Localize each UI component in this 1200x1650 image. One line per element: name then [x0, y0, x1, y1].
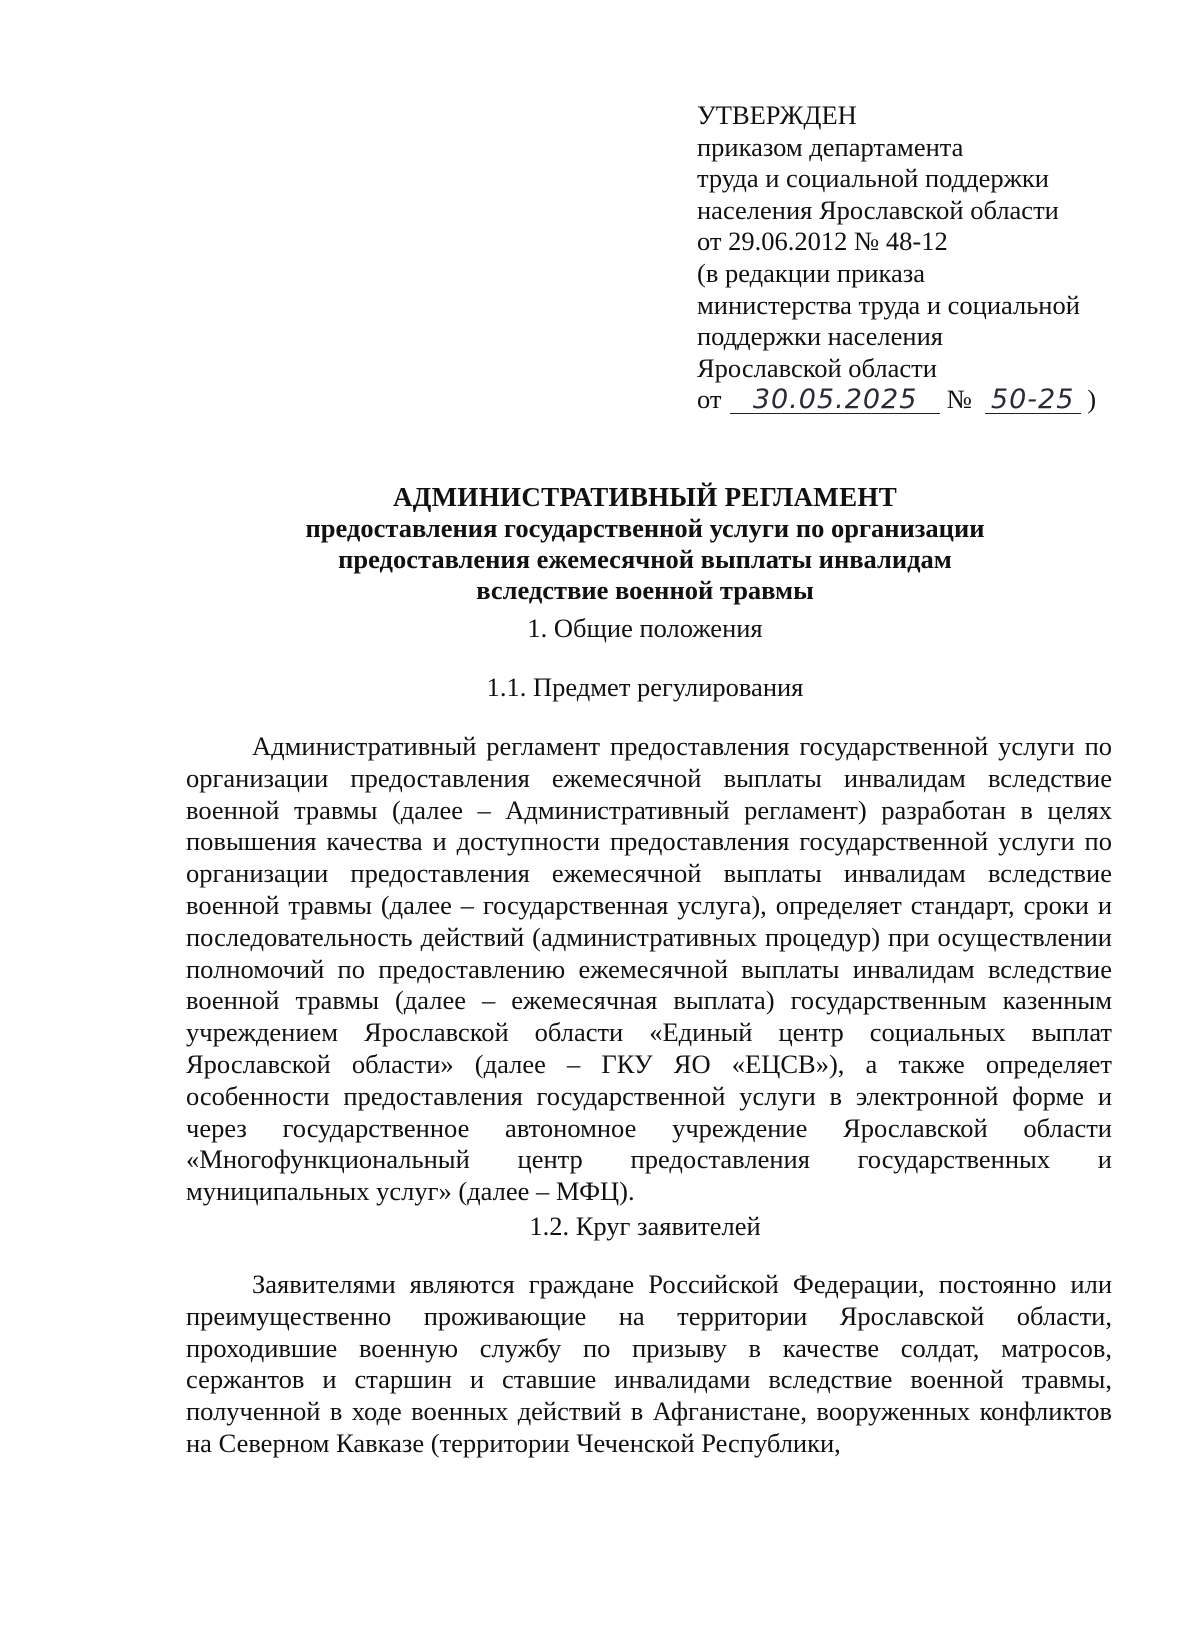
number-blank: [985, 386, 1081, 414]
handwritten-date: 30.05.2025: [752, 384, 918, 416]
approval-title: УТВЕРЖДЕН: [697, 100, 857, 130]
paragraph-subject-of-regulation: Административный регламент предоставления государственной услуги по организации предоставления ежемесячной выплаты инвалидам вследствие военной травмы (далее – Административный регламент) разработан в целях повышения качества и доступности предоставления государственной услуги по организации предоставления ежемесячной выплаты инвалидам вследствие военной травмы (далее – государственная услуга), определяет стандарт, сроки и последовательность действий (административных процедур) при осуществлении полномочий по предоставлению ежемесячной выплаты инвалидам вследствие военной травмы (далее – ежемесячная выплата) государственным казенным учреждением Ярославской области «Единый центр социальных выплат Ярославской области» (далее – ГКУ ЯО «ЕЦСВ»), а также определяет особенности предоставления государственной услуги в электронной форме и через государственное автономное учреждение Ярославской области «Многофункциональный центр предоставления государственных и муниципальных услуг» (далее – МФЦ).: [186, 731, 1112, 1207]
title-subtitle-line: предоставления государственной услуги по организации: [305, 513, 985, 543]
date-blank: [730, 386, 940, 414]
document-title: [180, 482, 1110, 606]
from-label: от: [697, 384, 722, 415]
approval-order-number: от 29.06.2012 № 48-12: [697, 226, 948, 257]
approval-line: Ярославской области: [697, 352, 937, 383]
title-main: АДМИНИСТРАТИВНЫЙ РЕГЛАМЕНТ: [392, 482, 898, 512]
section-heading: 1. Общие положения: [527, 613, 763, 643]
closing-paren: ): [1087, 384, 1097, 415]
approval-line: приказом департамента: [697, 131, 964, 162]
approval-stamp-block: [697, 100, 1167, 420]
approval-date-line: [697, 384, 1167, 420]
subsection-heading: 1.2. Круг заявителей: [529, 1211, 761, 1241]
title-subtitle-line: предоставления ежемесячной выплаты инвалидам: [338, 544, 952, 574]
approval-line: труда и социальной поддержки: [697, 163, 1049, 194]
approval-line: министерства труда и социальной: [697, 289, 1080, 320]
title-subtitle-line: вследствие военной травмы: [476, 575, 814, 605]
approval-line: поддержки населения: [697, 321, 943, 352]
handwritten-number: 50-25: [990, 384, 1075, 416]
approval-line: (в редакции приказа: [697, 257, 925, 288]
number-label: №: [946, 384, 973, 415]
paragraph-applicants: Заявителями являются граждане Российской Федерации, постоянно или преимущественно проживающие на территории Ярославской области, проходившие военную службу по призыву в качестве солдат, матросов, сержантов и старшин и ставшие инвалидами вследствие военной травмы, полученной в ходе военных действий в Афганистане, вооруженных конфликтов на Северном Кавказе (территории Чеченской Республики,: [186, 1269, 1112, 1458]
subsection-heading: 1.1. Предмет регулирования: [486, 672, 804, 702]
approval-line: населения Ярославской области: [697, 194, 1059, 225]
